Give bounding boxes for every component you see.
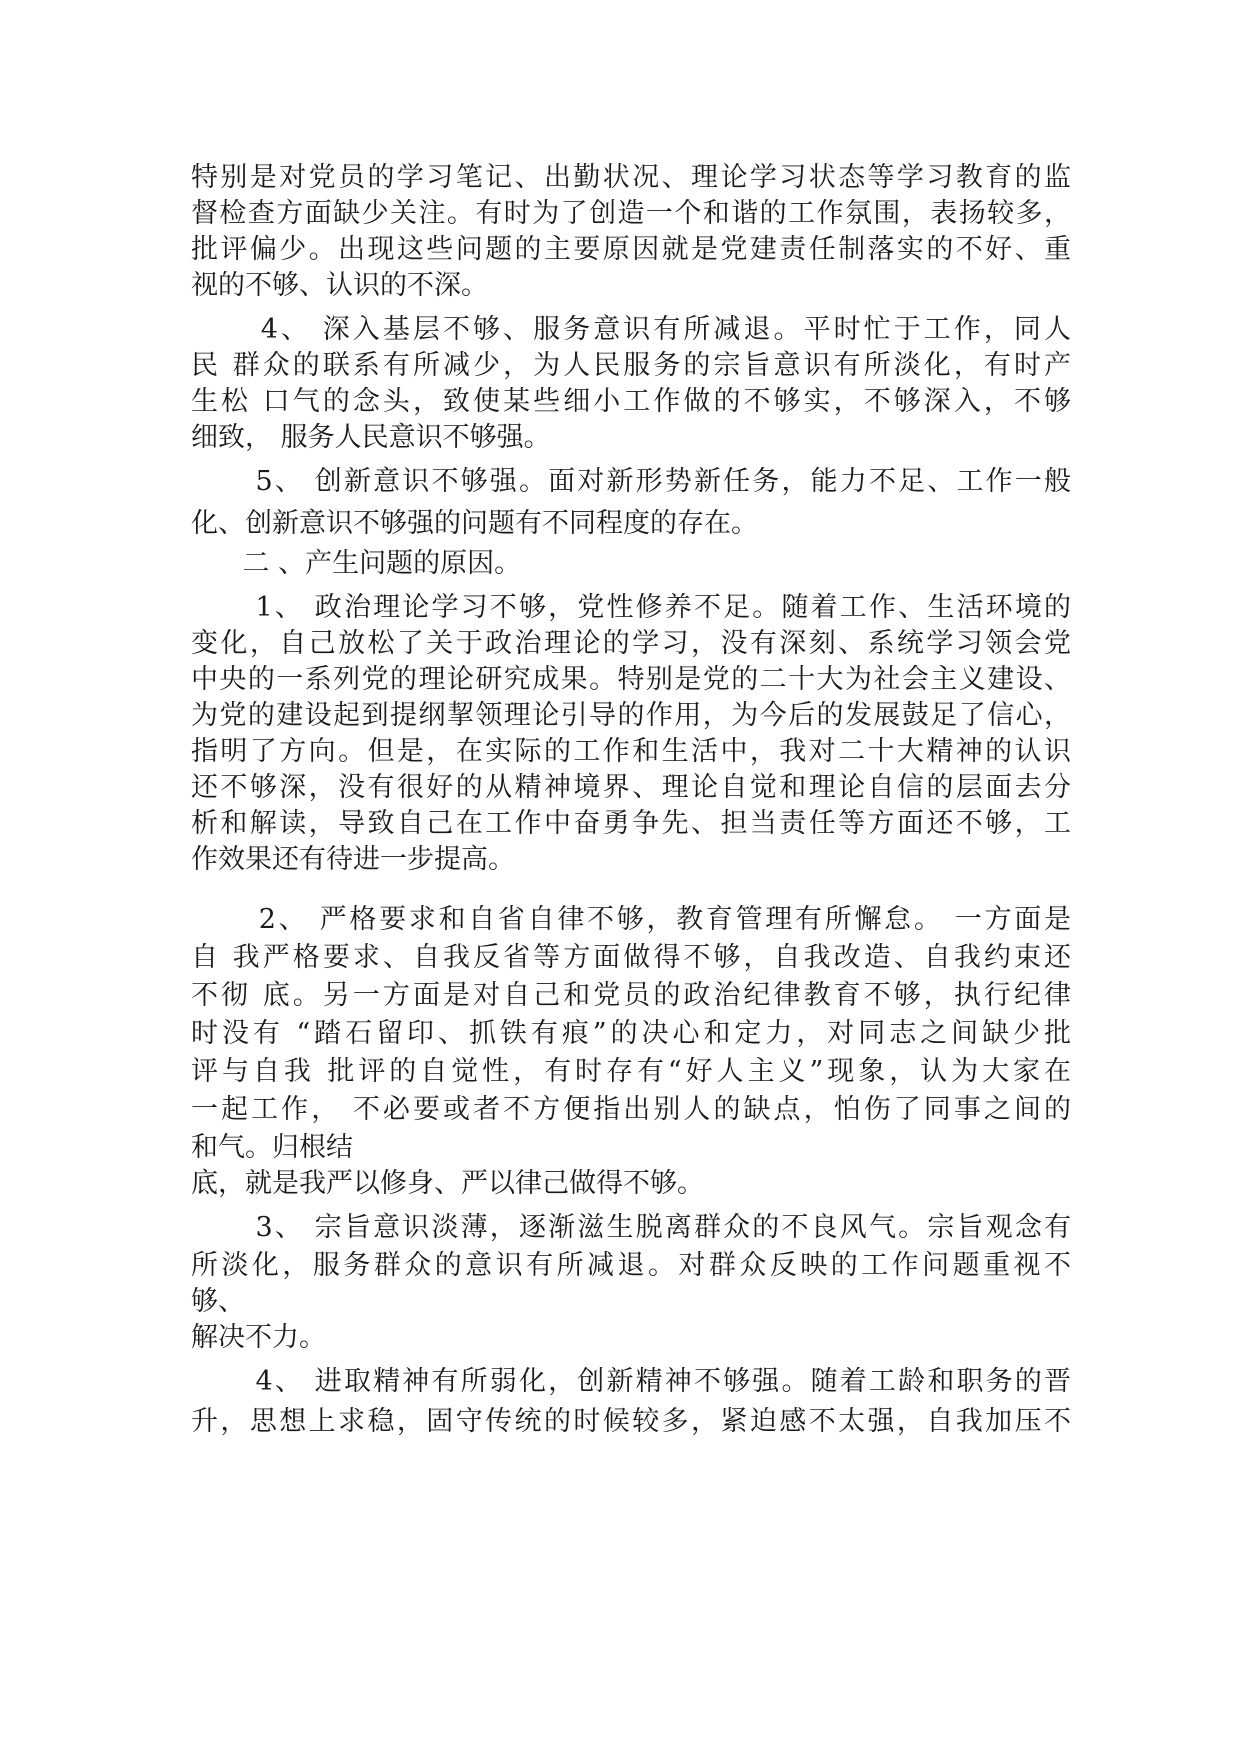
text-line: 化、创新意识不够强的问题有不同程度的存在。 (191, 508, 758, 539)
text-line: 解决不力。 (191, 1322, 326, 1353)
text-line: 为党的建设起到提纲挈领理论引导的作用，为今后的发展鼓足了信心， (191, 700, 1071, 731)
text-line: 生松 口气的念头，致使某些细小工作做的不够实，不够深入，不够 (191, 386, 1071, 417)
text-line: 4、 深入基层不够、服务意识有所减退。平时忙于工作，同人 (191, 314, 1071, 345)
text-line: 5、 创新意识不够强。面对新形势新任务，能力不足、工作一般 (191, 466, 1071, 497)
text-line: 批评偏少。出现这些问题的主要原因就是党建责任制落实的不好、重 (191, 234, 1071, 265)
text-line: 2、 严格要求和自省自律不够，教育管理有所懈怠。 一方面是 (191, 904, 1071, 935)
text-line: 指明了方向。但是，在实际的工作和生活中，我对二十大精神的认识 (191, 736, 1071, 767)
text-line: 民 群众的联系有所减少，为人民服务的宗旨意识有所淡化，有时产 (191, 350, 1071, 381)
section-heading: 二 、产生问题的原因。 (191, 548, 522, 579)
text-line: 变化，自己放松了关于政治理论的学习，没有深刻、系统学习领会党 (191, 628, 1071, 659)
text-line: 还不够深，没有很好的从精神境界、理论自觉和理论自信的层面去分 (191, 772, 1071, 803)
text-line: 底，就是我严以修身、严以律己做得不够。 (191, 1168, 704, 1199)
text-line: 视的不够、认识的不深。 (191, 270, 488, 301)
text-line: 作效果还有待进一步提高。 (191, 844, 515, 875)
text-line: 特别是对党员的学习笔记、出勤状况、理论学习状态等学习教育的监 (191, 162, 1071, 193)
text-line: 析和解读，导致自己在工作中奋勇争先、担当责任等方面还不够，工 (191, 808, 1071, 839)
text-line: 3、 宗旨意识淡薄，逐渐滋生脱离群众的不良风气。宗旨观念有 (191, 1212, 1071, 1243)
text-line: 督检查方面缺少关注。有时为了创造一个和谐的工作氛围，表扬较多， (191, 198, 1071, 229)
text-line: 不彻 底。另一方面是对自己和党员的政治纪律教育不够，执行纪律 (191, 980, 1071, 1011)
text-line: 自 我严格要求、自我反省等方面做得不够，自我改造、自我约束还 (191, 942, 1071, 973)
text-line: 1、 政治理论学习不够，党性修养不足。随着工作、生活环境的 (191, 592, 1071, 623)
text-line: 中央的一系列党的理论研究成果。特别是党的二十大为社会主义建设、 (191, 664, 1071, 695)
text-line: 4、 进取精神有所弱化，创新精神不够强。随着工龄和职务的晋 (191, 1366, 1071, 1397)
text-line: 一起工作， 不必要或者不方便指出别人的缺点，怕伤了同事之间的 (191, 1094, 1071, 1125)
text-line: 时没有 “踏石留印、抓铁有痕”的决心和定力，对同志之间缺少批 (191, 1018, 1071, 1049)
text-line: 评与自我 批评的自觉性，有时存有“好人主义”现象，认为大家在 (191, 1056, 1071, 1087)
text-line: 够、 (191, 1286, 245, 1317)
text-line: 所淡化，服务群众的意识有所减退。对群众反映的工作问题重视不 (191, 1250, 1071, 1281)
text-line: 细致， 服务人民意识不够强。 (191, 422, 551, 453)
text-line: 升，思想上求稳，固守传统的时候较多，紧迫感不太强，自我加压不 (191, 1406, 1071, 1437)
text-line: 和气。归根结 (191, 1132, 353, 1163)
